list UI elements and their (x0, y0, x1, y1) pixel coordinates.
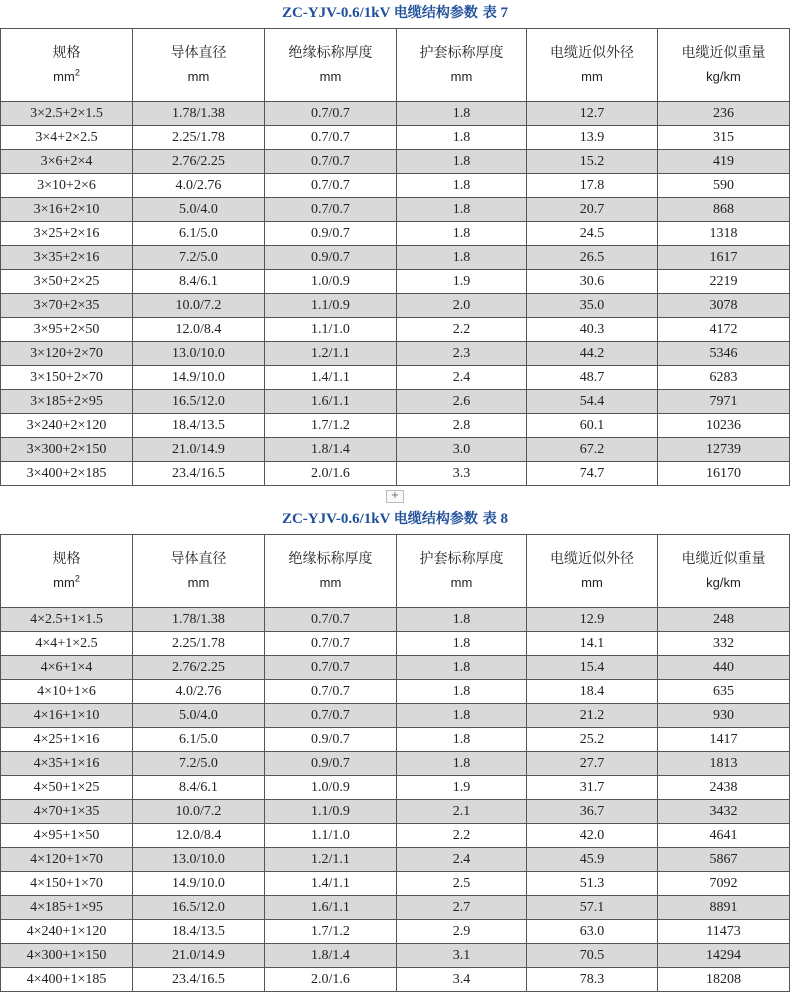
cable-parameter-table-8 (0, 534, 790, 992)
sheath-thickness-cell: 3.4 (397, 968, 527, 992)
conductor-diameter-cell: 2.76/2.25 (133, 150, 265, 174)
table-row (1, 920, 790, 944)
weight-cell: 1617 (658, 246, 790, 270)
insulation-thickness-cell: 0.7/0.7 (265, 102, 397, 126)
caption-number: 7 (500, 5, 509, 21)
outer-diameter-cell: 48.7 (527, 366, 658, 390)
conductor-diameter-cell: 13.0/10.0 (133, 848, 265, 872)
spec-cell: 4×400+1×185 (1, 968, 133, 992)
weight-cell: 2438 (658, 776, 790, 800)
outer-diameter-cell: 13.9 (527, 126, 658, 150)
table-row (1, 246, 790, 270)
outer-diameter-cell: 60.1 (527, 414, 658, 438)
outer-diameter-cell: 18.4 (527, 680, 658, 704)
outer-diameter-cell: 45.9 (527, 848, 658, 872)
insulation-thickness-cell: 2.0/1.6 (265, 968, 397, 992)
weight-cell: 332 (658, 632, 790, 656)
table-row (1, 728, 790, 752)
table-row (1, 126, 790, 150)
sheath-thickness-cell: 1.8 (397, 704, 527, 728)
insulation-thickness-cell: 1.4/1.1 (265, 366, 397, 390)
caption-cjk: 电缆结构参数 表 (393, 511, 497, 527)
weight-cell: 12739 (658, 438, 790, 462)
outer-diameter-cell: 63.0 (527, 920, 658, 944)
conductor-diameter-cell: 14.9/10.0 (133, 366, 265, 390)
conductor-diameter-cell: 2.76/2.25 (133, 656, 265, 680)
table-row (1, 680, 790, 704)
cable-parameter-table-7 (0, 28, 790, 486)
sheath-thickness-cell: 1.8 (397, 608, 527, 632)
outer-diameter-cell: 24.5 (527, 222, 658, 246)
weight-cell: 590 (658, 174, 790, 198)
insulation-thickness-cell: 1.0/0.9 (265, 270, 397, 294)
table-row (1, 872, 790, 896)
header-sheath-thickness: 护套标称厚度 mm (397, 535, 527, 608)
header-weight: 电缆近似重量 kg/km (658, 29, 790, 102)
header-spec: 规格 $mm^2$ (1, 535, 133, 608)
spec-cell: 3×240+2×120 (1, 414, 133, 438)
sheath-thickness-cell: 1.8 (397, 150, 527, 174)
sheath-thickness-cell: 3.3 (397, 462, 527, 486)
header-weight: 电缆近似重量 kg/km (658, 535, 790, 608)
spec-cell: 3×25+2×16 (1, 222, 133, 246)
sheath-thickness-cell: 2.2 (397, 824, 527, 848)
spec-cell: 4×4+1×2.5 (1, 632, 133, 656)
weight-cell: 930 (658, 704, 790, 728)
outer-diameter-cell: 12.9 (527, 608, 658, 632)
spec-cell: 3×2.5+2×1.5 (1, 102, 133, 126)
conductor-diameter-cell: 10.0/7.2 (133, 800, 265, 824)
sheath-thickness-cell: 1.8 (397, 728, 527, 752)
table-row (1, 414, 790, 438)
outer-diameter-cell: 30.6 (527, 270, 658, 294)
insulation-thickness-cell: 0.7/0.7 (265, 680, 397, 704)
spec-cell: 4×300+1×150 (1, 944, 133, 968)
insulation-thickness-cell: 1.0/0.9 (265, 776, 397, 800)
sheath-thickness-cell: 1.8 (397, 656, 527, 680)
sheath-thickness-cell: 2.1 (397, 800, 527, 824)
conductor-diameter-cell: 2.25/1.78 (133, 632, 265, 656)
spec-cell: 4×240+1×120 (1, 920, 133, 944)
spec-cell: 4×25+1×16 (1, 728, 133, 752)
table-row (1, 294, 790, 318)
table-row (1, 632, 790, 656)
spec-cell: 3×120+2×70 (1, 342, 133, 366)
spec-cell: 4×95+1×50 (1, 824, 133, 848)
insulation-thickness-cell: 1.1/0.9 (265, 800, 397, 824)
spec-cell: 3×150+2×70 (1, 366, 133, 390)
spec-cell: 3×10+2×6 (1, 174, 133, 198)
weight-cell: 7092 (658, 872, 790, 896)
sheath-thickness-cell: 1.9 (397, 776, 527, 800)
table-row (1, 896, 790, 920)
spec-cell: 4×16+1×10 (1, 704, 133, 728)
outer-diameter-cell: 67.2 (527, 438, 658, 462)
sheath-thickness-cell: 1.8 (397, 126, 527, 150)
spec-cell: 3×6+2×4 (1, 150, 133, 174)
weight-cell: 3432 (658, 800, 790, 824)
sheath-thickness-cell: 1.8 (397, 102, 527, 126)
outer-diameter-cell: 57.1 (527, 896, 658, 920)
weight-cell: 5346 (658, 342, 790, 366)
insulation-thickness-cell: 0.9/0.7 (265, 222, 397, 246)
header-sheath-thickness: 护套标称厚度 mm (397, 29, 527, 102)
spec-cell: 4×2.5+1×1.5 (1, 608, 133, 632)
weight-cell: 6283 (658, 366, 790, 390)
expand-button[interactable] (386, 490, 404, 503)
weight-cell: 4172 (658, 318, 790, 342)
conductor-diameter-cell: 4.0/2.76 (133, 174, 265, 198)
header-outer-diameter: 电缆近似外径 mm (527, 29, 658, 102)
insulation-thickness-cell: 0.7/0.7 (265, 174, 397, 198)
conductor-diameter-cell: 7.2/5.0 (133, 246, 265, 270)
insulation-thickness-cell: 0.9/0.7 (265, 752, 397, 776)
weight-cell: 419 (658, 150, 790, 174)
outer-diameter-cell: 15.2 (527, 150, 658, 174)
outer-diameter-cell: 20.7 (527, 198, 658, 222)
insulation-thickness-cell: 0.7/0.7 (265, 632, 397, 656)
table-row (1, 390, 790, 414)
conductor-diameter-cell: 6.1/5.0 (133, 222, 265, 246)
header-insulation-thickness: 绝缘标称厚度 mm (265, 29, 397, 102)
table-row (1, 944, 790, 968)
insulation-thickness-cell: 1.4/1.1 (265, 872, 397, 896)
conductor-diameter-cell: 1.78/1.38 (133, 608, 265, 632)
header-row (1, 29, 790, 102)
spec-cell: 3×16+2×10 (1, 198, 133, 222)
table-row (1, 318, 790, 342)
weight-cell: 10236 (658, 414, 790, 438)
weight-cell: 868 (658, 198, 790, 222)
conductor-diameter-cell: 1.78/1.38 (133, 102, 265, 126)
conductor-diameter-cell: 16.5/12.0 (133, 390, 265, 414)
header-conductor-diameter: 导体直径 mm (133, 29, 265, 102)
table-row (1, 174, 790, 198)
conductor-diameter-cell: 10.0/7.2 (133, 294, 265, 318)
header-outer-diameter: 电缆近似外径 mm (527, 535, 658, 608)
conductor-diameter-cell: 23.4/16.5 (133, 968, 265, 992)
conductor-diameter-cell: 6.1/5.0 (133, 728, 265, 752)
sheath-thickness-cell: 3.1 (397, 944, 527, 968)
table-8-caption (0, 509, 790, 529)
conductor-diameter-cell: 4.0/2.76 (133, 680, 265, 704)
sheath-thickness-cell: 2.0 (397, 294, 527, 318)
insulation-thickness-cell: 1.1/0.9 (265, 294, 397, 318)
table-row (1, 462, 790, 486)
insulation-thickness-cell: 0.7/0.7 (265, 656, 397, 680)
conductor-diameter-cell: 7.2/5.0 (133, 752, 265, 776)
insulation-thickness-cell: 1.6/1.1 (265, 390, 397, 414)
weight-cell: 3078 (658, 294, 790, 318)
outer-diameter-cell: 74.7 (527, 462, 658, 486)
spec-cell: 3×35+2×16 (1, 246, 133, 270)
conductor-diameter-cell: 16.5/12.0 (133, 896, 265, 920)
insulation-thickness-cell: 1.6/1.1 (265, 896, 397, 920)
spec-cell: 4×6+1×4 (1, 656, 133, 680)
insulation-thickness-cell: 0.9/0.7 (265, 246, 397, 270)
table-row (1, 968, 790, 992)
insulation-thickness-cell: 0.7/0.7 (265, 608, 397, 632)
sheath-thickness-cell: 3.0 (397, 438, 527, 462)
sheath-thickness-cell: 1.8 (397, 174, 527, 198)
weight-cell: 5867 (658, 848, 790, 872)
sheath-thickness-cell: 2.2 (397, 318, 527, 342)
weight-cell: 14294 (658, 944, 790, 968)
insulation-thickness-cell: 1.7/1.2 (265, 920, 397, 944)
conductor-diameter-cell: 18.4/13.5 (133, 414, 265, 438)
weight-cell: 440 (658, 656, 790, 680)
outer-diameter-cell: 78.3 (527, 968, 658, 992)
sheath-thickness-cell: 2.5 (397, 872, 527, 896)
header-row (1, 535, 790, 608)
outer-diameter-cell: 12.7 (527, 102, 658, 126)
outer-diameter-cell: 15.4 (527, 656, 658, 680)
spec-cell: 4×35+1×16 (1, 752, 133, 776)
spec-cell: 3×95+2×50 (1, 318, 133, 342)
spec-cell: 3×185+2×95 (1, 390, 133, 414)
sheath-thickness-cell: 1.8 (397, 632, 527, 656)
weight-cell: 8891 (658, 896, 790, 920)
insulation-thickness-cell: 0.7/0.7 (265, 704, 397, 728)
weight-cell: 248 (658, 608, 790, 632)
weight-cell: 18208 (658, 968, 790, 992)
sheath-thickness-cell: 2.7 (397, 896, 527, 920)
outer-diameter-cell: 14.1 (527, 632, 658, 656)
insulation-thickness-cell: 2.0/1.6 (265, 462, 397, 486)
conductor-diameter-cell: 12.0/8.4 (133, 824, 265, 848)
weight-cell: 1318 (658, 222, 790, 246)
conductor-diameter-cell: 2.25/1.78 (133, 126, 265, 150)
insulation-thickness-cell: 0.9/0.7 (265, 728, 397, 752)
header-spec: 规格 $mm^2$ (1, 29, 133, 102)
insulation-thickness-cell: 1.2/1.1 (265, 848, 397, 872)
weight-cell: 4641 (658, 824, 790, 848)
spec-cell: 4×185+1×95 (1, 896, 133, 920)
outer-diameter-cell: 17.8 (527, 174, 658, 198)
table-row (1, 198, 790, 222)
weight-cell: 11473 (658, 920, 790, 944)
weight-cell: 7971 (658, 390, 790, 414)
sheath-thickness-cell: 2.3 (397, 342, 527, 366)
conductor-diameter-cell: 23.4/16.5 (133, 462, 265, 486)
conductor-diameter-cell: 14.9/10.0 (133, 872, 265, 896)
insulation-thickness-cell: 1.2/1.1 (265, 342, 397, 366)
spec-cell: 4×50+1×25 (1, 776, 133, 800)
outer-diameter-cell: 42.0 (527, 824, 658, 848)
insulation-thickness-cell: 0.7/0.7 (265, 198, 397, 222)
caption-latin: ZC-YJV-0.6/1kV (281, 5, 391, 21)
conductor-diameter-cell: 12.0/8.4 (133, 318, 265, 342)
caption-number: 8 (500, 511, 509, 527)
insulation-thickness-cell: 1.8/1.4 (265, 438, 397, 462)
weight-cell: 236 (658, 102, 790, 126)
table-row (1, 438, 790, 462)
spec-cell: 3×50+2×25 (1, 270, 133, 294)
sheath-thickness-cell: 1.8 (397, 222, 527, 246)
spec-cell: 4×70+1×35 (1, 800, 133, 824)
sheath-thickness-cell: 2.6 (397, 390, 527, 414)
sheath-thickness-cell: 1.8 (397, 198, 527, 222)
conductor-diameter-cell: 21.0/14.9 (133, 438, 265, 462)
outer-diameter-cell: 27.7 (527, 752, 658, 776)
outer-diameter-cell: 54.4 (527, 390, 658, 414)
table-row (1, 776, 790, 800)
table-row (1, 656, 790, 680)
table-row (1, 800, 790, 824)
weight-cell: 635 (658, 680, 790, 704)
spec-cell: 3×4+2×2.5 (1, 126, 133, 150)
weight-cell: 315 (658, 126, 790, 150)
outer-diameter-cell: 40.3 (527, 318, 658, 342)
sheath-thickness-cell: 2.4 (397, 848, 527, 872)
table-row (1, 102, 790, 126)
outer-diameter-cell: 36.7 (527, 800, 658, 824)
outer-diameter-cell: 44.2 (527, 342, 658, 366)
insulation-thickness-cell: 1.7/1.2 (265, 414, 397, 438)
spec-cell: 4×10+1×6 (1, 680, 133, 704)
caption-cjk: 电缆结构参数 表 (393, 5, 497, 21)
header-insulation-thickness: 绝缘标称厚度 mm (265, 535, 397, 608)
sheath-thickness-cell: 2.4 (397, 366, 527, 390)
table-row (1, 222, 790, 246)
outer-diameter-cell: 70.5 (527, 944, 658, 968)
table-row (1, 848, 790, 872)
table-7-caption (0, 3, 790, 23)
weight-cell: 2219 (658, 270, 790, 294)
sheath-thickness-cell: 2.8 (397, 414, 527, 438)
spec-cell: 3×400+2×185 (1, 462, 133, 486)
table-row (1, 270, 790, 294)
conductor-diameter-cell: 18.4/13.5 (133, 920, 265, 944)
conductor-diameter-cell: 8.4/6.1 (133, 776, 265, 800)
table-row (1, 366, 790, 390)
spec-cell: 3×300+2×150 (1, 438, 133, 462)
plus-icon: + (390, 490, 400, 501)
table-row (1, 824, 790, 848)
insulation-thickness-cell: 1.1/1.0 (265, 824, 397, 848)
header-conductor-diameter: 导体直径 mm (133, 535, 265, 608)
insulation-thickness-cell: 1.8/1.4 (265, 944, 397, 968)
spec-cell: 4×120+1×70 (1, 848, 133, 872)
outer-diameter-cell: 26.5 (527, 246, 658, 270)
conductor-diameter-cell: 5.0/4.0 (133, 198, 265, 222)
outer-diameter-cell: 51.3 (527, 872, 658, 896)
table-row (1, 608, 790, 632)
conductor-diameter-cell: 21.0/14.9 (133, 944, 265, 968)
conductor-diameter-cell: 13.0/10.0 (133, 342, 265, 366)
spec-cell: 4×150+1×70 (1, 872, 133, 896)
weight-cell: 16170 (658, 462, 790, 486)
weight-cell: 1417 (658, 728, 790, 752)
sheath-thickness-cell: 1.8 (397, 680, 527, 704)
insulation-thickness-cell: 0.7/0.7 (265, 150, 397, 174)
table-row (1, 342, 790, 366)
conductor-diameter-cell: 5.0/4.0 (133, 704, 265, 728)
sheath-thickness-cell: 1.8 (397, 752, 527, 776)
outer-diameter-cell: 25.2 (527, 728, 658, 752)
sheath-thickness-cell: 1.9 (397, 270, 527, 294)
caption-latin: ZC-YJV-0.6/1kV (281, 511, 391, 527)
weight-cell: 1813 (658, 752, 790, 776)
outer-diameter-cell: 31.7 (527, 776, 658, 800)
sheath-thickness-cell: 2.9 (397, 920, 527, 944)
insulation-thickness-cell: 0.7/0.7 (265, 126, 397, 150)
sheath-thickness-cell: 1.8 (397, 246, 527, 270)
table-row (1, 704, 790, 728)
spec-cell: 3×70+2×35 (1, 294, 133, 318)
conductor-diameter-cell: 8.4/6.1 (133, 270, 265, 294)
table-row (1, 752, 790, 776)
insulation-thickness-cell: 1.1/1.0 (265, 318, 397, 342)
outer-diameter-cell: 35.0 (527, 294, 658, 318)
outer-diameter-cell: 21.2 (527, 704, 658, 728)
table-row (1, 150, 790, 174)
